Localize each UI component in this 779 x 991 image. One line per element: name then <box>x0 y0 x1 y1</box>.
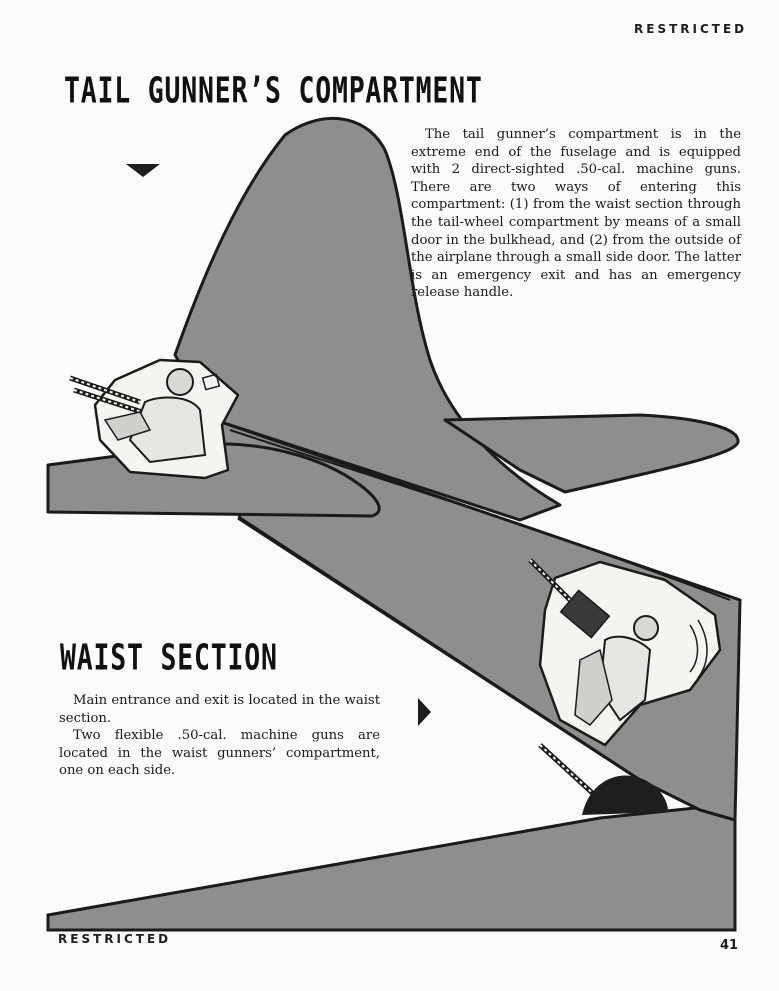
tail-gunner-heading: TAIL GUNNER’S COMPARTMENT <box>64 70 483 112</box>
waist-section-heading: WAIST SECTION <box>60 637 278 679</box>
right-arrow-icon <box>418 698 431 726</box>
page-number: 41 <box>720 938 739 953</box>
waist-paragraph-guns: Two flexible .50-cal. machine guns are located in the waist gunners’ compartment, one on each side. <box>59 728 380 779</box>
tail-gunner-description: The tail gunner’s compartment is in the extreme end of the fuselage and is equipped with 2 direct-sighted .50-cal. machine guns. There are two ways of entering this compartment: (1) from the waist section through the tail-wheel compartment by means of a small door in the bulkhead, and (2) from the outside of the airplane through a small side door. The latter is an emergency exit and has an emergency release handle. <box>411 127 741 301</box>
restricted-footer-label: RESTRICTED <box>58 932 172 946</box>
lower-wing-shape <box>48 808 735 930</box>
waist-paragraph-entrance: Main entrance and exit is located in the waist section. <box>59 693 380 726</box>
restricted-header-label: RESTRICTED <box>634 22 748 36</box>
down-arrow-icon <box>126 164 160 177</box>
